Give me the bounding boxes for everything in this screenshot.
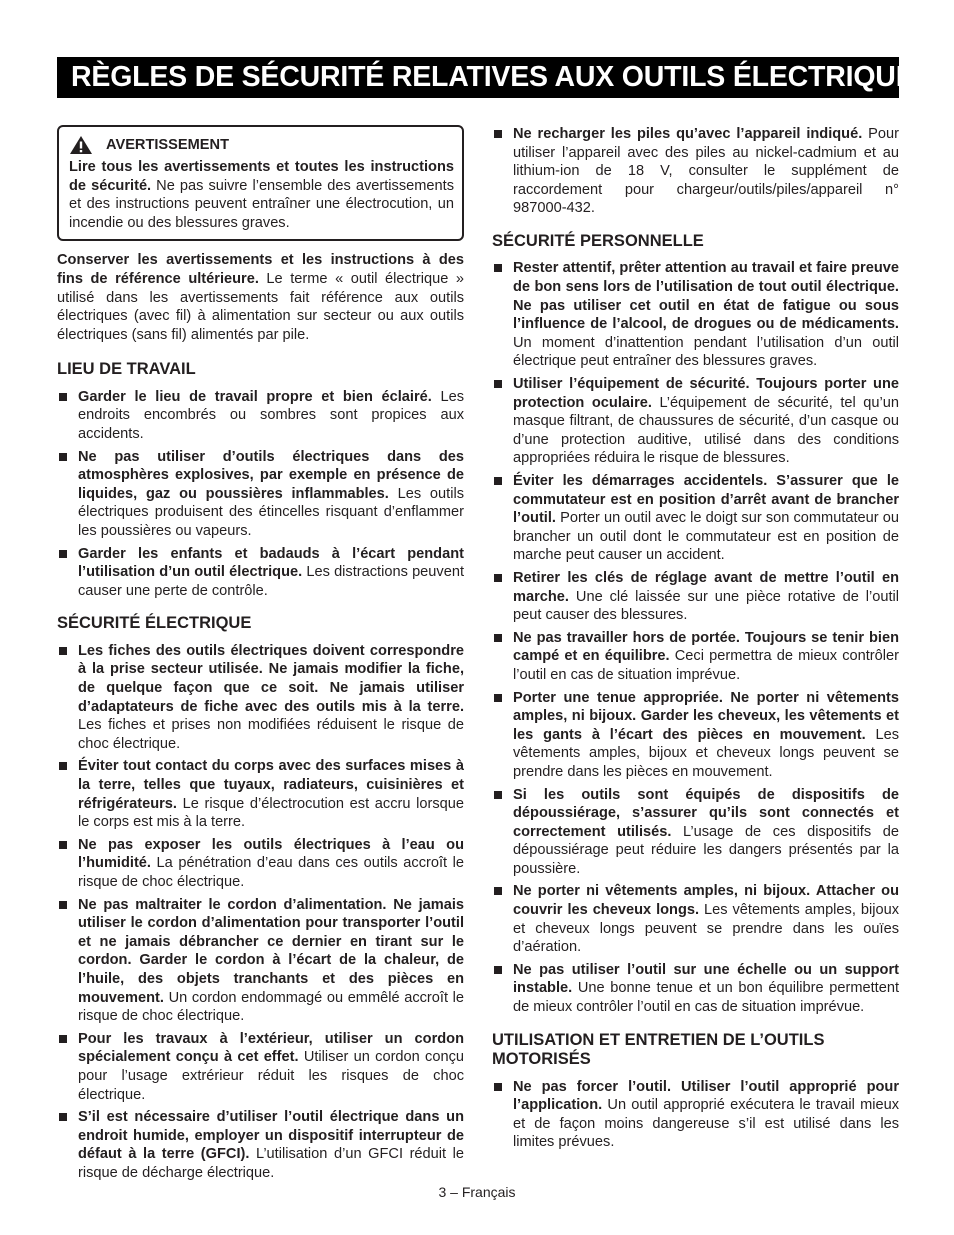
item-text: Porter un outil avec le doigt sur son commutateur ou brancher un outil dont le commutateur est en position de marche peut causer un accident. (513, 510, 899, 564)
square-bullet-icon (494, 887, 502, 895)
list-item (492, 961, 899, 1017)
square-bullet-icon (494, 966, 502, 974)
square-bullet-icon (494, 694, 502, 702)
list-item (57, 757, 464, 831)
item-text: Un outil approprié exécutera le travail mieux et de façon moins dangereuse s’il est utilisé dans les limites prévues. (513, 1097, 899, 1151)
item-bold-text: Pour les travaux à l’extérieur, utiliser un cordon spécialement conçu à cet effet. (78, 1030, 464, 1066)
bullet-list (492, 1078, 899, 1152)
section-heading: UTILISATION ET ENTRETIEN DE L’OUTILS MOTORISÉS (492, 1030, 825, 1069)
item-bold-text: Ne porter ni vêtements amples, ni bijoux. Attacher ou couvrir les cheveux longs. (513, 883, 899, 919)
item-bold-text: Garder les enfants et badauds à l’écart pendant l’utilisation d’un outil électrique. (78, 545, 464, 581)
warning-body: Ne pas suivre l’ensemble des avertissements et des instructions peuvent entraîner une électrocution, un incendie ou des blessures graves. (69, 177, 454, 231)
bullet-list (492, 125, 899, 218)
warning-header (69, 135, 454, 155)
item-text: Les distractions peuvent causer une perte de contrôle. (78, 564, 464, 599)
item-bold-text: Éviter tout contact du corps avec des surfaces mises à la terre, telles que tuyaux, radiateurs, cuisinières et réfrigérateurs. (78, 758, 464, 812)
item-bold-text: Éviter les démarrages accidentels. S’assurer que le commutateur est en position d’arrêt avant de brancher l’outil. (513, 473, 899, 527)
square-bullet-icon (494, 264, 502, 272)
bullet-list (492, 259, 899, 1016)
item-text: Les vêtements amples, bijoux et cheveux longs peuvent se prendre dans les pièces en mouvement. (513, 726, 899, 780)
list-item (57, 836, 464, 892)
square-bullet-icon (59, 393, 67, 401)
item-text: L’utilisation d’un GFCI réduit le risque de décharge électrique. (78, 1146, 464, 1181)
intro-bold: Conserver les avertissements et les instructions à des fins de référence ultérieure. (57, 252, 464, 287)
intro-paragraph (57, 251, 464, 344)
left-sections (57, 360, 464, 1182)
item-text: Ceci permettra de mieux contrôler l’outil en cas de situation imprévue. (513, 648, 899, 683)
item-text: Un moment d’inattention pendant l’utilisation d’un outil électrique peut entraîner des blessures graves. (513, 334, 899, 370)
item-bold-text: Ne pas travailler hors de portée. Toujours se tenir bien campé et en équilibre. (513, 629, 899, 665)
item-text: Un cordon endommagé ou emmêlé accroît le risque de choc électrique. (78, 989, 464, 1025)
item-text: Les fiches et prises non modifiées réduisent le risque de choc électrique. (78, 717, 464, 752)
warning-box (57, 125, 464, 241)
page-title: RÈGLES DE SÉCURITÉ RELATIVES AUX OUTILS ÉLECTRIQUES (57, 57, 899, 98)
item-bold-text: Ne pas utiliser d’outils électriques dans des atmosphères explosives, par exemple en présence de liquides, gaz ou poussières inflammables. (78, 448, 464, 502)
item-bold-text: Ne pas utiliser l’outil sur une échelle ou un support instable. (513, 961, 899, 997)
section-heading: LIEU DE TRAVAIL (57, 360, 196, 379)
item-bold-text: Garder le lieu de travail propre et bien éclairé. (78, 388, 432, 405)
list-item (492, 569, 899, 625)
bullet-list (57, 642, 464, 1183)
item-bold-text: Utiliser l’équipement de sécurité. Toujours porter une protection oculaire. (513, 376, 899, 411)
list-item (492, 629, 899, 685)
item-bold-text: Ne pas forcer l’outil. Utiliser l’outil approprié pour l’application. (513, 1078, 899, 1114)
item-text: L’usage de ces dispositifs de dépoussiérage peut réduire les dangers présentés par la poussière. (513, 823, 899, 877)
item-text: Une bonne tenue et un bon équilibre permettent de mieux contrôler l’outil en cas de situation imprévue. (513, 980, 899, 1016)
item-text: Une clé laissée sur une pièce rotative de l’outil peut causer des blessures. (513, 588, 899, 624)
item-bold-text: Porter une tenue appropriée. Ne porter ni vêtements amples, ni bijoux. Garder les cheveux, les vêtements et les gants à l’écart des pièces en mouvement. (513, 689, 899, 743)
list-item (57, 388, 464, 444)
list-item (492, 689, 899, 782)
item-bold-text: Ne pas maltraiter le cordon d’alimentation. Ne jamais utiliser le cordon d’alimentation pour transporter l’outil et ne jamais débrancher ce dernier en tirant sur le cordon. Garder le cordon à l’écart de la chaleur, de l’huile, des objets tranchants et des pièces en mouvement. (78, 896, 464, 1006)
item-bold-text: Retirer les clés de réglage avant de mettre l’outil en marche. (513, 569, 899, 605)
list-item (57, 448, 464, 541)
square-bullet-icon (59, 841, 67, 849)
section-heading: SÉCURITÉ PERSONNELLE (492, 231, 704, 250)
item-text: Pour utiliser l’appareil avec des piles au nickel-cadmium et au lithium-ion de 18 V, consulter le supplément de raccordement pour chargeur/outils/piles/appareil n° 987000-432. (513, 126, 899, 217)
right-column (492, 125, 899, 1166)
item-text: Le risque d’électrocution est accru lorsque le corps est mis à la terre. (78, 795, 464, 831)
square-bullet-icon (59, 1113, 67, 1121)
list-item (492, 1078, 899, 1152)
item-bold-text: Rester attentif, prêter attention au travail et faire preuve de bon sens lors de l’utilisation de tout outil électrique. Ne pas utiliser cet outil en état de fatigue ou sous l’influence de l’alcool, de drogues ou de médicaments. (513, 260, 899, 333)
intro-body: Le terme « outil électrique » utilisé dans les avertissements fait référence aux outils électriques (avec fil) à alimentation sur secteur ou aux outils électriques (sans fil) alimentés par pile. (57, 270, 464, 343)
square-bullet-icon (59, 453, 67, 461)
list-item (57, 642, 464, 754)
item-text: Les outils électriques produisent des étincelles risquant d’enflammer les poussières ou vapeurs. (78, 485, 464, 539)
section-heading: SÉCURITÉ ÉLECTRIQUE (57, 614, 252, 633)
item-text: La pénétration d’eau dans ces outils accroît le risque de choc électrique. (78, 855, 464, 890)
warning-bold: Lire tous les avertissements et toutes les instructions de sécurité. (69, 159, 454, 194)
warning-text (69, 158, 454, 232)
item-bold-text: Ne recharger les piles qu’avec l’appareil indiqué. (513, 126, 863, 142)
list-item (57, 545, 464, 601)
square-bullet-icon (59, 901, 67, 909)
square-bullet-icon (59, 550, 67, 558)
item-bold-text: S’il est nécessaire d’utiliser l’outil électrique dans un endroit humide, employer un dispositif interrupteur de défaut à la terre (GFCI). (78, 1109, 464, 1163)
page-footer: 3 – Français (438, 1184, 516, 1200)
list-item (492, 472, 899, 565)
list-item (492, 375, 899, 468)
square-bullet-icon (494, 380, 502, 388)
square-bullet-icon (59, 1035, 67, 1043)
item-bold-text: Si les outils sont équipés de dispositifs de dépoussiérage, s’assurer qu’ils sont connectés et correctement utilisés. (513, 786, 899, 840)
list-item (492, 882, 899, 956)
list-item (57, 1108, 464, 1182)
item-text: Utiliser un cordon conçu pour l’usage extrérieur réduit les risques de choc électrique. (78, 1049, 464, 1103)
square-bullet-icon (494, 130, 502, 138)
list-item (492, 786, 899, 879)
item-bold-text: Ne pas exposer les outils électriques à l’eau ou l’humidité. (78, 836, 464, 872)
item-text: Les endroits encombrés ou sombres sont propices aux accidents. (78, 388, 464, 443)
item-text: Les vêtements amples, bijoux et cheveux longs peuvent se prendre dans les ouïes d’aération. (513, 902, 899, 956)
square-bullet-icon (494, 1083, 502, 1091)
list-item (492, 259, 899, 371)
square-bullet-icon (494, 634, 502, 642)
item-text: L’équipement de sécurité, tel qu’un masque filtrant, de chaussures de sécurité, d’un casque ou d’une protection auditive, utilisé dans des conditions appropriées réduira le risque de blessures. (513, 394, 899, 467)
left-column (57, 125, 464, 1197)
warning-triangle-icon (69, 135, 93, 155)
square-bullet-icon (494, 574, 502, 582)
bullet-list (57, 388, 464, 601)
list-item (492, 125, 899, 218)
item-bold-text: Les fiches des outils électriques doivent correspondre à la prise secteur utilisée. Ne jamais modifier la fiche, de quelque façon que ce soit. Ne jamais utiliser d’adaptateurs de fiche avec des outils mis à la terre. (78, 642, 464, 715)
square-bullet-icon (494, 791, 502, 799)
square-bullet-icon (59, 647, 67, 655)
square-bullet-icon (59, 762, 67, 770)
warning-label: AVERTISSEMENT (106, 136, 229, 153)
list-item (57, 896, 464, 1026)
square-bullet-icon (494, 477, 502, 485)
list-item (57, 1030, 464, 1104)
